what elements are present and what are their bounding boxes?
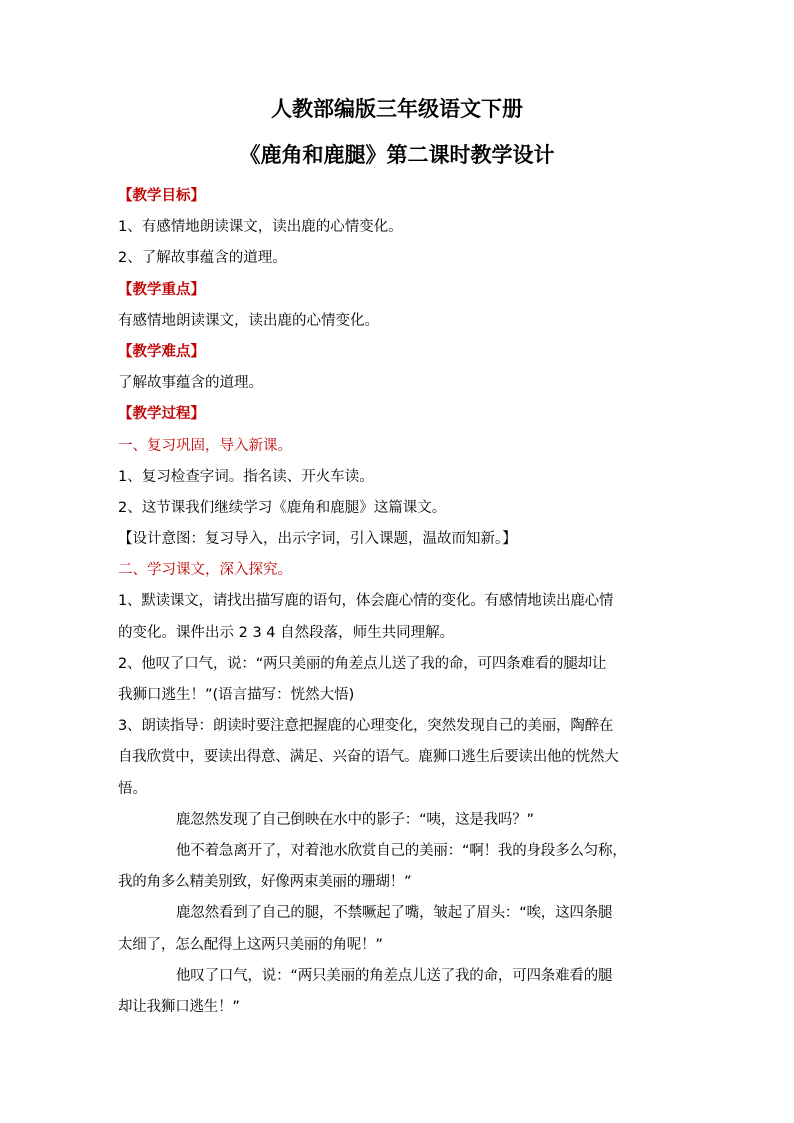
section-1-title: 一、复习巩固，导入新课。 (118, 437, 292, 454)
story-quote-line: 他叹了口气，说：“两只美丽的角差点儿送了我的命，可四条难看的腿 (176, 967, 613, 984)
goals-heading: 【教学目标】 (118, 188, 205, 204)
section-2-line: 我狮口逃生！”(语言描写：恍然大悟) (118, 687, 355, 703)
document-body (118, 181, 680, 1023)
document-title: 人教部编版三年级语文下册 (271, 96, 523, 121)
document-subtitle: 《鹿角和鹿腿》第二课时教学设计 (239, 142, 555, 167)
story-quote-line: 却让我狮口逃生！” (118, 998, 240, 1015)
section-2-line: 1、默读课文，请找出描写鹿的语句，体会鹿心情的变化。有感情地读出鹿心情 (118, 593, 614, 610)
story-quote-line: 他不着急离开了，对着池水欣赏自己的美丽：“啊！我的身段多么匀称， (176, 842, 627, 859)
section-1-item: 2、这节课我们继续学习《鹿角和鹿腿》这篇课文。 (118, 499, 447, 516)
section-2-line: 的变化。课件出示 2 3 4 自然段落，师生共同理解。 (118, 624, 455, 641)
key-points-text: 有感情地朗读课文，读出鹿的心情变化。 (118, 312, 379, 329)
goal-item: 2、了解故事蕴含的道理。 (118, 250, 287, 267)
story-quote-block (118, 805, 680, 1023)
difficulty-text: 了解故事蕴含的道理。 (118, 375, 263, 392)
difficulty-heading: 【教学难点】 (118, 343, 205, 360)
design-intent-note: 【设计意图：复习导入，出示字词，引入课题，温故而知新。】 (118, 531, 517, 548)
section-2-line: 2、他叹了口气，说：“两只美丽的角差点儿送了我的命，可四条难看的腿却让 (118, 655, 607, 672)
goal-item: 1、有感情地朗读课文，读出鹿的心情变化。 (118, 219, 403, 236)
key-points-heading: 【教学重点】 (118, 281, 205, 298)
section-2-title: 二、学习课文，深入探究。 (118, 562, 292, 579)
section-1-item: 1、复习检查字词。指名读、开火车读。 (118, 468, 374, 485)
process-heading: 【教学过程】 (118, 406, 205, 423)
section-2-line: 自我欣赏中，要读出得意、满足、兴奋的语气。鹿狮口逃生后要读出他的恍然大 (118, 749, 619, 766)
story-quote-line: 我的角多么精美别致，好像两束美丽的珊瑚！” (118, 874, 412, 891)
section-2-line: 3、朗读指导：朗读时要注意把握鹿的心理变化，突然发现自己的美丽，陶醉在 (118, 718, 614, 735)
story-quote-line: 太细了，怎么配得上这两只美丽的角呢！” (118, 936, 383, 953)
section-2-line: 悟。 (118, 780, 147, 797)
story-quote-line: 鹿忽然发现了自己倒映在水中的影子：“咦，这是我吗？” (176, 811, 534, 828)
story-quote-line: 鹿忽然看到了自己的腿，不禁噘起了嘴，皱起了眉头：“唉，这四条腿 (176, 905, 613, 922)
